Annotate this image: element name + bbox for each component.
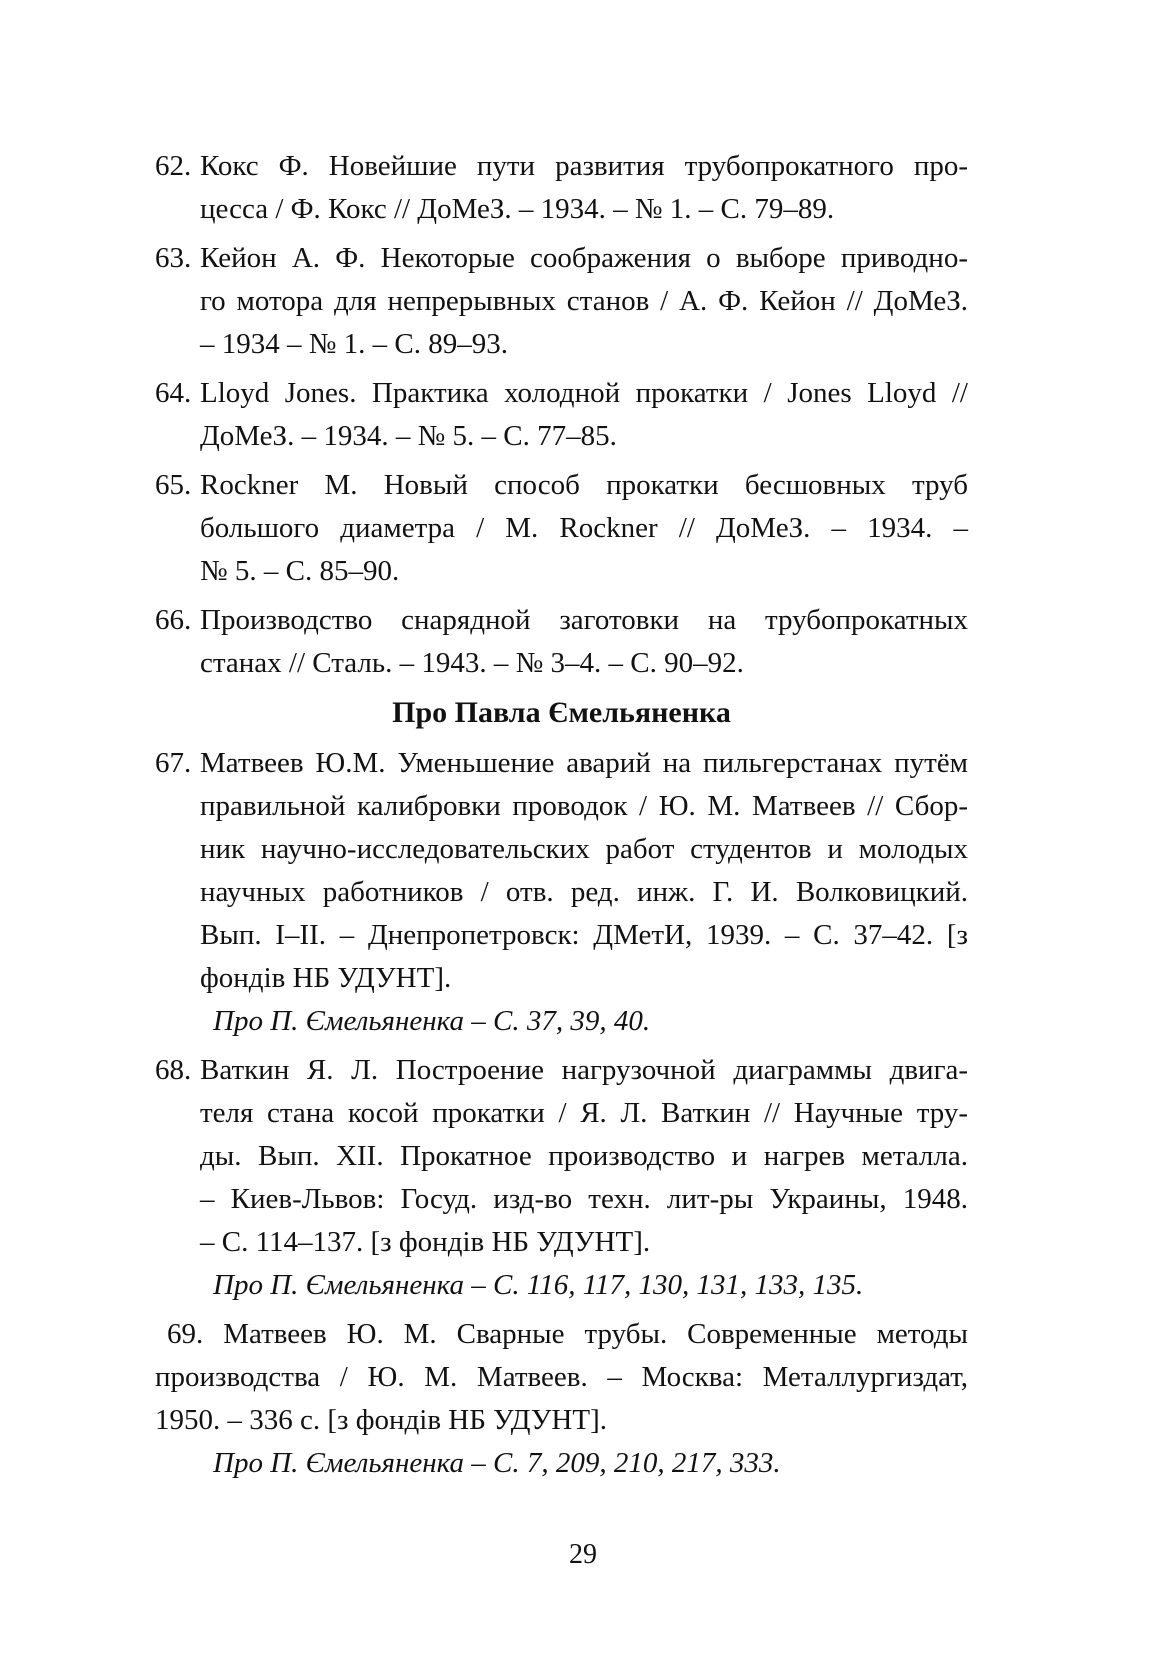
entry-line: – Киев-Львов: Госуд. изд-во техн. лит-ры Украины, 1948. [200,1183,968,1215]
entry-number: 64. [155,377,192,409]
entry-line: производства / Ю. М. Матвеев. – Москва: Металлургиздат, [155,1361,968,1393]
entry-number: 69. [167,1318,204,1350]
entry-number: 68. [155,1054,192,1086]
section-heading: Про Павла Ємельяненка [392,696,731,729]
entry-line: ник научно-исследовательских работ студентов и молодых [200,833,968,865]
entry-line: цесса / Ф. Кокс // ДоМеЗ. – 1934. – № 1. – С. 79–89. [200,193,835,225]
entry-line: – С. 114–137. [з фондів НБ УДУНТ]. [200,1226,651,1258]
entry-line: теля стана косой прокатки / Я. Л. Ваткин // Научные тру- [200,1097,968,1129]
entry-line: Ваткин Я. Л. Построение нагрузочной диаграммы двига- [200,1054,968,1086]
bibliography-entry-66 [155,599,968,685]
entry-line: № 5. – С. 85–90. [200,555,400,587]
entry-number: 65. [155,469,192,501]
entry-line: – 1934 – № 1. – С. 89–93. [200,328,509,360]
entry-line: Кокс Ф. Новейшие пути развития трубопрокатного про- [200,150,968,182]
entry-line: Rockner M. Новый способ прокатки бесшовных труб [200,469,968,501]
bibliography-entry-65 [155,464,968,593]
entry-line: Вып. I–II. – Днепропетровск: ДМетИ, 1939. – С. 37–42. [з [200,919,968,951]
bibliography-entry-68 [155,1049,968,1307]
entry-line: правильной калибровки проводок / Ю. М. Матвеев // Сбор- [200,790,968,822]
bibliography-entry-64 [155,372,968,458]
entry-line: го мотора для непрерывных станов / А. Ф. Кейон // ДоМеЗ. [200,285,968,317]
entry-line: станах // Сталь. – 1943. – № 3–4. – С. 90–92. [200,647,744,679]
entry-number: 67. [155,747,192,779]
entry-line: ды. Вып. XII. Прокатное производство и нагрев металла. [200,1140,968,1172]
entry-line [155,1313,968,1356]
entry-line: Lloyd Jones. Практика холодной прокатки / Jones Lloyd // [200,377,968,409]
entry-number: 62. [155,150,192,182]
entry-line: фондів НБ УДУНТ]. [200,962,452,994]
page-number: 29 [569,1539,597,1570]
entry-note: Про П. Ємельяненка – С. 37, 39, 40. [213,1005,651,1037]
bibliography-entry-69 [155,1313,968,1485]
entry-line-text: Матвеев Ю. М. Сварные трубы. Современные методы [223,1318,968,1350]
entry-number: 66. [155,604,192,636]
bibliography-entry-63 [155,237,968,366]
entry-line: научных работников / отв. ред. инж. Г. И. Волковицкий. [200,876,968,908]
entry-line: Матвеев Ю.М. Уменьшение аварий на пильгерстанах путём [200,747,968,779]
entry-number: 63. [155,242,192,274]
entry-note: Про П. Ємельяненка – С. 116, 117, 130, 131, 133, 135. [213,1269,864,1301]
entry-line: Кейон А. Ф. Некоторые соображения о выборе приводно- [200,242,968,274]
entry-note: Про П. Ємельяненка – С. 7, 209, 210, 217, 333. [213,1447,781,1479]
entry-line: большого диаметра / M. Rockner // ДоМеЗ. – 1934. – [200,512,968,544]
bibliography-entry-62 [155,145,968,231]
entry-line: ДоМеЗ. – 1934. – № 5. – С. 77–85. [200,420,617,452]
entry-line: 1950. – 336 с. [з фондів НБ УДУНТ]. [155,1404,607,1436]
bibliography-entry-67 [155,742,968,1043]
entry-line: Производство снарядной заготовки на трубопрокатных [200,604,968,636]
